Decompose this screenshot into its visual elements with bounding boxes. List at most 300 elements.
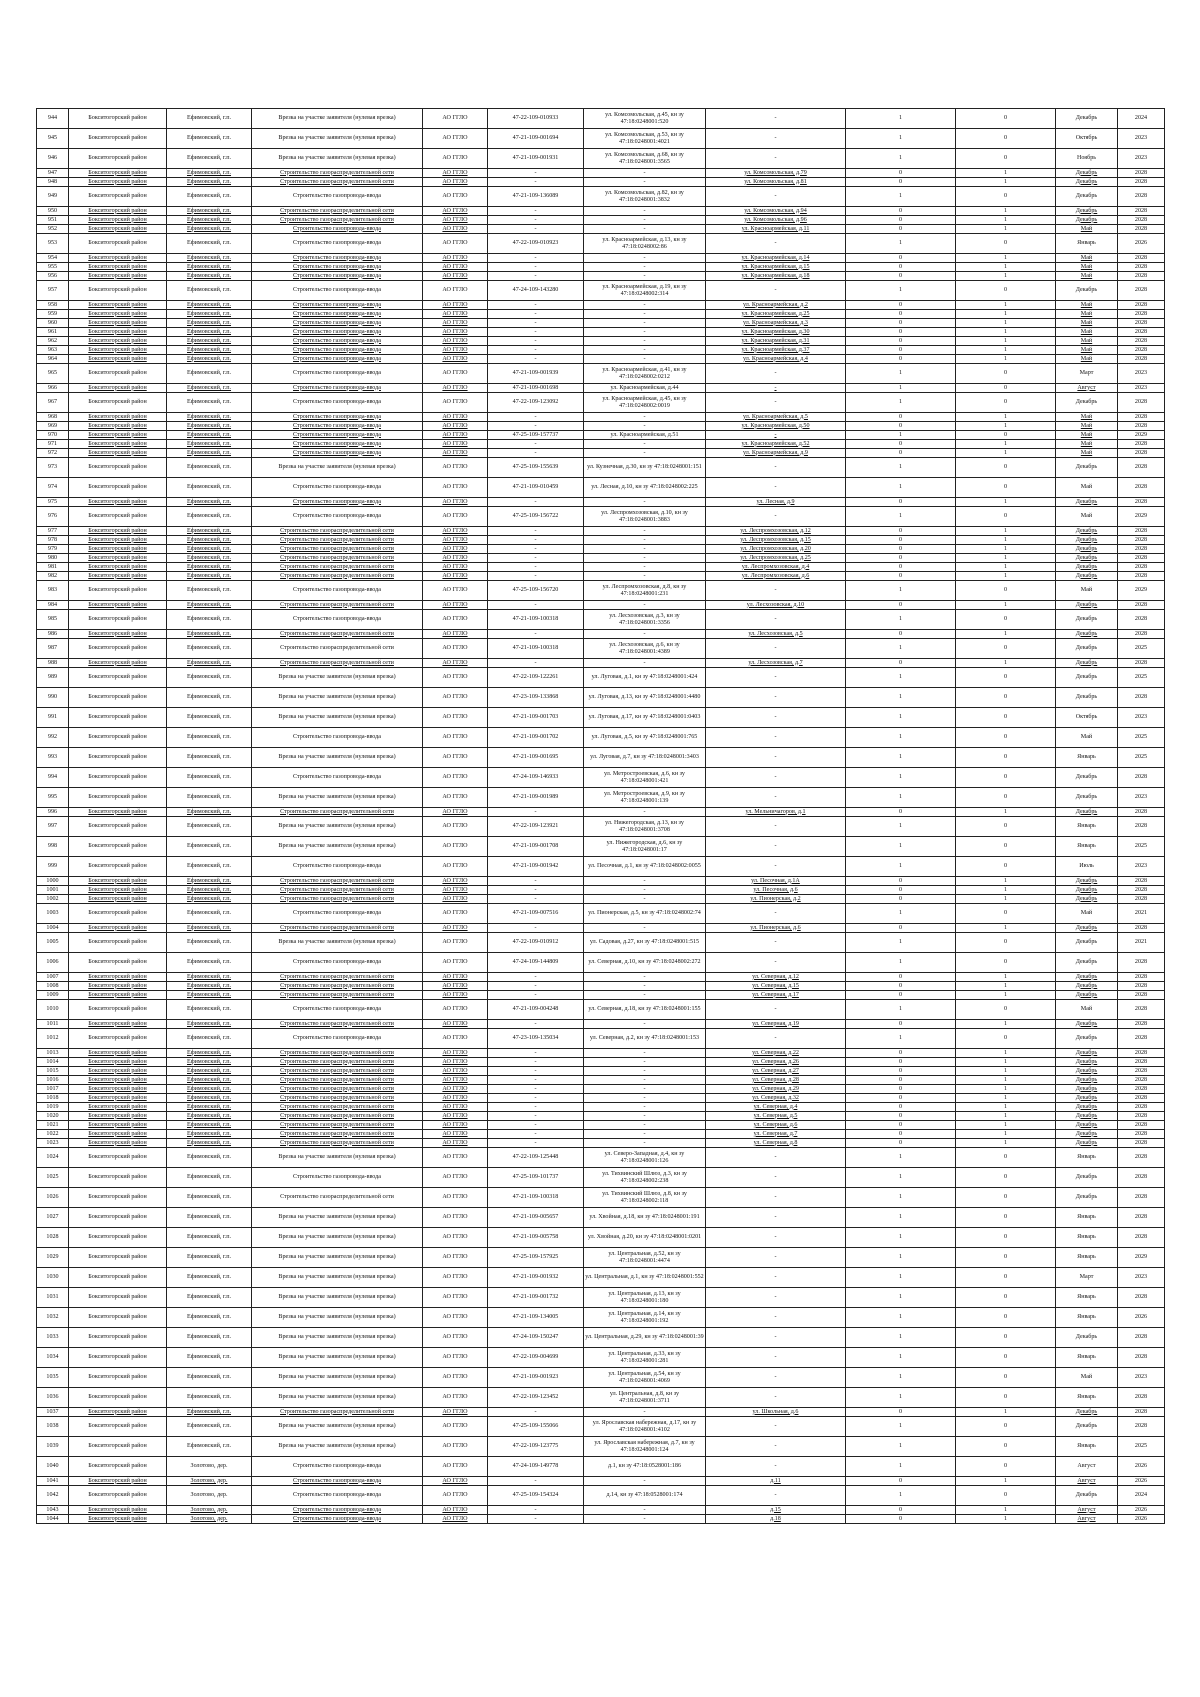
work-type-cell: Строительство газораспределительной сети	[252, 982, 423, 991]
settlement-cell: Ефимовский, г.п.	[167, 149, 252, 169]
year-cell: 2028	[1118, 1067, 1165, 1076]
settlement-cell: Ефимовский, г.п.	[167, 554, 252, 563]
count-network-cell: 0	[956, 458, 1056, 478]
organization-cell: АО ГГЛО	[423, 1228, 488, 1248]
application-number-cell: -	[488, 895, 584, 904]
row-number: 1019	[37, 1103, 69, 1112]
count-applicant-cell: 0	[846, 413, 956, 422]
year-cell: 2028	[1118, 817, 1165, 837]
organization-cell: АО ГГЛО	[423, 449, 488, 458]
address-cadastral-cell: д.14, кн зу 47:18:0528001:174	[584, 1486, 706, 1506]
work-type-cell: Строительство газопровода-ввода	[252, 1457, 423, 1477]
organization-cell: АО ГГЛО	[423, 545, 488, 554]
count-applicant-cell: 0	[846, 263, 956, 272]
count-network-cell: 1	[956, 310, 1056, 319]
count-network-cell: 0	[956, 748, 1056, 768]
work-type-cell: Строительство газопровода-ввода	[252, 610, 423, 630]
table-row	[37, 982, 1165, 991]
year-cell: 2028	[1118, 225, 1165, 234]
address-cadastral-cell: ул. Центральная, д.13, кн зу 47:18:0248001:180	[584, 1288, 706, 1308]
month-cell: Декабрь	[1056, 1328, 1118, 1348]
application-number-cell: 47-25-109-155066	[488, 1417, 584, 1437]
work-type-cell: Врезка на участке заявителя (нулевая врезка)	[252, 1348, 423, 1368]
row-number: 1023	[37, 1139, 69, 1148]
application-number-cell: -	[488, 1112, 584, 1121]
application-number-cell: -	[488, 1020, 584, 1029]
settlement-cell: Ефимовский, г.п.	[167, 527, 252, 536]
organization-cell: АО ГГЛО	[423, 281, 488, 301]
count-network-cell: 0	[956, 1000, 1056, 1020]
month-cell: Декабрь	[1056, 554, 1118, 563]
count-network-cell: 0	[956, 933, 1056, 953]
table-row	[37, 1457, 1165, 1477]
count-network-cell: 0	[956, 1029, 1056, 1049]
table-row	[37, 431, 1165, 440]
district-cell: Бокситогорский район	[69, 536, 167, 545]
month-cell: Декабрь	[1056, 788, 1118, 808]
work-type-cell: Врезка на участке заявителя (нулевая врезка)	[252, 933, 423, 953]
settlement-cell: Ефимовский, г.п.	[167, 991, 252, 1000]
settlement-cell: Ефимовский, г.п.	[167, 1228, 252, 1248]
address-cell: -	[706, 1486, 846, 1506]
settlement-cell: Ефимовский, г.п.	[167, 1417, 252, 1437]
year-cell: 2023	[1118, 129, 1165, 149]
count-applicant-cell: 0	[846, 346, 956, 355]
year-cell: 2028	[1118, 178, 1165, 187]
count-applicant-cell: 1	[846, 1029, 956, 1049]
organization-cell: АО ГГЛО	[423, 1121, 488, 1130]
organization-cell: АО ГГЛО	[423, 1408, 488, 1417]
year-cell: 2023	[1118, 364, 1165, 384]
application-number-cell: -	[488, 319, 584, 328]
work-type-cell: Строительство газопровода-ввода	[252, 263, 423, 272]
district-cell: Бокситогорский район	[69, 1085, 167, 1094]
district-cell: Бокситогорский район	[69, 1188, 167, 1208]
application-number-cell: -	[488, 572, 584, 581]
district-cell: Бокситогорский район	[69, 310, 167, 319]
address-cell: -	[706, 1029, 846, 1049]
work-type-cell: Строительство газопровода-ввода	[252, 478, 423, 498]
address-cell: -	[706, 1000, 846, 1020]
application-number-cell: -	[488, 225, 584, 234]
work-type-cell: Строительство газораспределительной сети	[252, 178, 423, 187]
address-cadastral-cell: -	[584, 1067, 706, 1076]
work-type-cell: Строительство газопровода-ввода	[252, 310, 423, 319]
address-cell: -	[706, 748, 846, 768]
month-cell: Декабрь	[1056, 1408, 1118, 1417]
application-number-cell: -	[488, 301, 584, 310]
year-cell: 2028	[1118, 393, 1165, 413]
year-cell: 2028	[1118, 355, 1165, 364]
table-row	[37, 234, 1165, 254]
address-cadastral-cell: ул. Пионерская, д.5, кн зу 47:18:0248002:74	[584, 904, 706, 924]
address-cadastral-cell: ул. Центральная, д.14, кн зу 47:18:0248001:192	[584, 1308, 706, 1328]
address-cell: -	[706, 478, 846, 498]
count-applicant-cell: 1	[846, 581, 956, 601]
table-row	[37, 895, 1165, 904]
row-number: 1026	[37, 1188, 69, 1208]
count-network-cell: 1	[956, 1094, 1056, 1103]
settlement-cell: Ефимовский, г.п.	[167, 1058, 252, 1067]
application-number-cell: 47-21-109-001923	[488, 1368, 584, 1388]
address-cell: -	[706, 817, 846, 837]
count-network-cell: 0	[956, 1248, 1056, 1268]
count-applicant-cell: 1	[846, 1188, 956, 1208]
address-cadastral-cell: ул. Северо-Западная, д.4, кн зу 47:18:0248001:126	[584, 1148, 706, 1168]
row-number: 1000	[37, 877, 69, 886]
district-cell: Бокситогорский район	[69, 413, 167, 422]
table-row	[37, 346, 1165, 355]
application-number-cell: 47-21-109-134005	[488, 1308, 584, 1328]
row-number: 1013	[37, 1049, 69, 1058]
district-cell: Бокситогорский район	[69, 178, 167, 187]
count-applicant-cell: 0	[846, 1085, 956, 1094]
table-row	[37, 254, 1165, 263]
year-cell: 2028	[1118, 808, 1165, 817]
count-applicant-cell: 0	[846, 1112, 956, 1121]
year-cell: 2028	[1118, 169, 1165, 178]
settlement-cell: Ефимовский, г.п.	[167, 413, 252, 422]
address-cadastral-cell: ул. Комсомольская, д.68, кн зу 47:18:0248001:3565	[584, 149, 706, 169]
row-number: 947	[37, 169, 69, 178]
row-number: 990	[37, 688, 69, 708]
count-network-cell: 1	[956, 895, 1056, 904]
organization-cell: АО ГГЛО	[423, 1058, 488, 1067]
count-network-cell: 1	[956, 877, 1056, 886]
count-applicant-cell: 1	[846, 788, 956, 808]
district-cell: Бокситогорский район	[69, 1121, 167, 1130]
settlement-cell: Ефимовский, г.п.	[167, 610, 252, 630]
month-cell: Май	[1056, 337, 1118, 346]
organization-cell: АО ГГЛО	[423, 507, 488, 527]
settlement-cell: Ефимовский, г.п.	[167, 319, 252, 328]
year-cell: 2023	[1118, 1268, 1165, 1288]
organization-cell: АО ГГЛО	[423, 904, 488, 924]
year-cell: 2028	[1118, 422, 1165, 431]
address-cadastral-cell: ул. Леспромхозовская, д.8, кн зу 47:18:0248001:231	[584, 581, 706, 601]
district-cell: Бокситогорский район	[69, 207, 167, 216]
address-cadastral-cell: ул. Центральная, д.54, кн зу 47:18:0248001:4069	[584, 1368, 706, 1388]
month-cell: Январь	[1056, 837, 1118, 857]
address-cadastral-cell: -	[584, 207, 706, 216]
count-applicant-cell: 1	[846, 149, 956, 169]
work-type-cell: Строительство газопровода-ввода	[252, 1029, 423, 1049]
work-type-cell: Строительство газораспределительной сети	[252, 630, 423, 639]
month-cell: Декабрь	[1056, 639, 1118, 659]
address-cadastral-cell: -	[584, 1103, 706, 1112]
table-row	[37, 610, 1165, 630]
count-applicant-cell: 0	[846, 808, 956, 817]
row-number: 948	[37, 178, 69, 187]
organization-cell: АО ГГЛО	[423, 668, 488, 688]
count-network-cell: 1	[956, 1020, 1056, 1029]
address-cadastral-cell: ул. Центральная, д.33, кн зу 47:18:0248001:281	[584, 1348, 706, 1368]
row-number: 993	[37, 748, 69, 768]
address-cell: ул. Лесхозовская, д.7	[706, 659, 846, 668]
settlement-cell: Ефимовский, г.п.	[167, 1368, 252, 1388]
settlement-cell: Ефимовский, г.п.	[167, 301, 252, 310]
table-row	[37, 507, 1165, 527]
year-cell: 2028	[1118, 982, 1165, 991]
month-cell: Декабрь	[1056, 1085, 1118, 1094]
count-applicant-cell: 0	[846, 254, 956, 263]
year-cell: 2028	[1118, 1288, 1165, 1308]
application-number-cell: -	[488, 1515, 584, 1524]
application-number-cell: 47-21-109-001931	[488, 149, 584, 169]
work-type-cell: Строительство газопровода-ввода	[252, 355, 423, 364]
organization-cell: АО ГГЛО	[423, 225, 488, 234]
table-row	[37, 1208, 1165, 1228]
district-cell: Бокситогорский район	[69, 748, 167, 768]
settlement-cell: Ефимовский, г.п.	[167, 1094, 252, 1103]
address-cell: -	[706, 1437, 846, 1457]
address-cell: ул. Комсомольская, д.79	[706, 169, 846, 178]
count-network-cell: 0	[956, 149, 1056, 169]
year-cell: 2028	[1118, 527, 1165, 536]
organization-cell: АО ГГЛО	[423, 837, 488, 857]
address-cadastral-cell: ул. Центральная, д.29, кн зу 47:18:0248001:39	[584, 1328, 706, 1348]
count-applicant-cell: 0	[846, 207, 956, 216]
address-cadastral-cell: -	[584, 1515, 706, 1524]
table-row	[37, 449, 1165, 458]
organization-cell: АО ГГЛО	[423, 355, 488, 364]
table-row	[37, 886, 1165, 895]
address-cadastral-cell: -	[584, 808, 706, 817]
table-row	[37, 527, 1165, 536]
table-row	[37, 601, 1165, 610]
count-applicant-cell: 1	[846, 187, 956, 207]
table-row	[37, 263, 1165, 272]
count-applicant-cell: 0	[846, 319, 956, 328]
application-number-cell: -	[488, 346, 584, 355]
month-cell: Декабрь	[1056, 187, 1118, 207]
settlement-cell: Ефимовский, г.п.	[167, 384, 252, 393]
month-cell: Декабрь	[1056, 886, 1118, 895]
work-type-cell: Врезка на участке заявителя (нулевая врезка)	[252, 1328, 423, 1348]
count-applicant-cell: 1	[846, 668, 956, 688]
address-cell: ул. Красноармейская, д.11	[706, 225, 846, 234]
work-type-cell: Строительство газопровода-ввода	[252, 337, 423, 346]
application-number-cell: -	[488, 527, 584, 536]
table-row	[37, 953, 1165, 973]
work-type-cell: Врезка на участке заявителя (нулевая врезка)	[252, 1308, 423, 1328]
settlement-cell: Ефимовский, г.п.	[167, 924, 252, 933]
work-type-cell: Врезка на участке заявителя (нулевая врезка)	[252, 109, 423, 129]
application-number-cell: -	[488, 449, 584, 458]
count-applicant-cell: 1	[846, 639, 956, 659]
count-network-cell: 1	[956, 982, 1056, 991]
table-row	[37, 1477, 1165, 1486]
year-cell: 2028	[1118, 1049, 1165, 1058]
application-number-cell: -	[488, 310, 584, 319]
organization-cell: АО ГГЛО	[423, 1168, 488, 1188]
count-network-cell: 0	[956, 1486, 1056, 1506]
address-cadastral-cell: ул. Северная, д.18, кн зу 47:18:0248001:155	[584, 1000, 706, 1020]
month-cell: Май	[1056, 422, 1118, 431]
address-cadastral-cell: ул. Садовая, д.27, кн зу 47:18:0248001:515	[584, 933, 706, 953]
work-type-cell: Строительство газопровода-ввода	[252, 431, 423, 440]
organization-cell: АО ГГЛО	[423, 1094, 488, 1103]
count-applicant-cell: 0	[846, 886, 956, 895]
organization-cell: АО ГГЛО	[423, 1268, 488, 1288]
year-cell: 2028	[1118, 1085, 1165, 1094]
district-cell: Бокситогорский район	[69, 668, 167, 688]
district-cell: Бокситогорский район	[69, 1139, 167, 1148]
count-applicant-cell: 0	[846, 991, 956, 1000]
count-network-cell: 1	[956, 527, 1056, 536]
count-applicant-cell: 0	[846, 1058, 956, 1067]
year-cell: 2028	[1118, 207, 1165, 216]
month-cell: Декабрь	[1056, 458, 1118, 478]
application-number-cell: -	[488, 877, 584, 886]
settlement-cell: Ефимовский, г.п.	[167, 1139, 252, 1148]
table-row	[37, 272, 1165, 281]
table-row	[37, 1168, 1165, 1188]
row-number: 955	[37, 263, 69, 272]
address-cadastral-cell: -	[584, 355, 706, 364]
count-network-cell: 0	[956, 817, 1056, 837]
district-cell: Бокситогорский район	[69, 554, 167, 563]
work-type-cell: Строительство газораспределительной сети	[252, 1103, 423, 1112]
month-cell: Декабрь	[1056, 668, 1118, 688]
application-number-cell: 47-21-109-100318	[488, 639, 584, 659]
settlement-cell: Ефимовский, г.п.	[167, 498, 252, 507]
application-number-cell: 47-21-109-001732	[488, 1288, 584, 1308]
address-cell: -	[706, 788, 846, 808]
application-number-cell: 47-21-109-001989	[488, 788, 584, 808]
application-number-cell: -	[488, 554, 584, 563]
address-cell: ул. Лесхозовская, д.10	[706, 601, 846, 610]
application-number-cell: 47-21-109-001702	[488, 728, 584, 748]
count-network-cell: 1	[956, 413, 1056, 422]
month-cell: Май	[1056, 355, 1118, 364]
month-cell: Январь	[1056, 1208, 1118, 1228]
organization-cell: АО ГГЛО	[423, 263, 488, 272]
district-cell: Бокситогорский район	[69, 527, 167, 536]
work-type-cell: Врезка на участке заявителя (нулевая врезка)	[252, 708, 423, 728]
table-row	[37, 1058, 1165, 1067]
address-cadastral-cell: ул. Центральная, д.1, кн зу 47:18:0248001:552	[584, 1268, 706, 1288]
application-number-cell: 47-21-109-001942	[488, 857, 584, 877]
district-cell: Бокситогорский район	[69, 1058, 167, 1067]
work-type-cell: Строительство газопровода-ввода	[252, 1000, 423, 1020]
address-cadastral-cell: -	[584, 982, 706, 991]
work-type-cell: Врезка на участке заявителя (нулевая врезка)	[252, 1228, 423, 1248]
district-cell: Бокситогорский район	[69, 708, 167, 728]
organization-cell: АО ГГЛО	[423, 431, 488, 440]
count-applicant-cell: 1	[846, 1208, 956, 1228]
month-cell: Декабрь	[1056, 610, 1118, 630]
application-number-cell: -	[488, 545, 584, 554]
address-cadastral-cell: ул. Метростроевская, д.6, кн зу 47:18:0248001:421	[584, 768, 706, 788]
row-number: 1033	[37, 1328, 69, 1348]
table-row	[37, 1020, 1165, 1029]
month-cell: Май	[1056, 319, 1118, 328]
organization-cell: АО ГГЛО	[423, 346, 488, 355]
work-type-cell: Строительство газораспределительной сети	[252, 1408, 423, 1417]
application-number-cell: 47-21-109-136089	[488, 187, 584, 207]
settlement-cell: Ефимовский, г.п.	[167, 1085, 252, 1094]
year-cell: 2025	[1118, 639, 1165, 659]
table-row	[37, 1328, 1165, 1348]
row-number: 956	[37, 272, 69, 281]
address-cell: -	[706, 1288, 846, 1308]
count-applicant-cell: 0	[846, 601, 956, 610]
organization-cell: АО ГГЛО	[423, 1515, 488, 1524]
work-type-cell: Строительство газопровода-ввода	[252, 346, 423, 355]
address-cadastral-cell: -	[584, 263, 706, 272]
work-type-cell: Строительство газораспределительной сети	[252, 1094, 423, 1103]
month-cell: Декабрь	[1056, 659, 1118, 668]
organization-cell: АО ГГЛО	[423, 498, 488, 507]
application-number-cell: 47-22-109-122261	[488, 668, 584, 688]
count-network-cell: 0	[956, 1148, 1056, 1168]
address-cell: -	[706, 393, 846, 413]
organization-cell: АО ГГЛО	[423, 169, 488, 178]
year-cell: 2023	[1118, 149, 1165, 169]
row-number: 981	[37, 563, 69, 572]
organization-cell: АО ГГЛО	[423, 1506, 488, 1515]
address-cell: -	[706, 837, 846, 857]
row-number: 1027	[37, 1208, 69, 1228]
district-cell: Бокситогорский район	[69, 1112, 167, 1121]
address-cell: -	[706, 904, 846, 924]
address-cadastral-cell: ул. Луговая, д.17, кн зу 47:18:0248001:0403	[584, 708, 706, 728]
month-cell: Декабрь	[1056, 1020, 1118, 1029]
count-applicant-cell: 0	[846, 272, 956, 281]
address-cell: ул. Северная, д.5	[706, 1112, 846, 1121]
application-number-cell: -	[488, 337, 584, 346]
settlement-cell: Ефимовский, г.п.	[167, 1049, 252, 1058]
address-cadastral-cell: ул. Ярославская набережная, д.17, кн зу 47:18:0248001:4102	[584, 1417, 706, 1437]
address-cell: -	[706, 768, 846, 788]
row-number: 987	[37, 639, 69, 659]
address-cadastral-cell: -	[584, 449, 706, 458]
address-cell: ул. Красноармейская, д.4	[706, 355, 846, 364]
organization-cell: АО ГГЛО	[423, 207, 488, 216]
count-network-cell: 1	[956, 225, 1056, 234]
settlement-cell: Ефимовский, г.п.	[167, 572, 252, 581]
district-cell: Бокситогорский район	[69, 953, 167, 973]
settlement-cell: Ефимовский, г.п.	[167, 1020, 252, 1029]
count-applicant-cell: 1	[846, 1328, 956, 1348]
month-cell: Май	[1056, 254, 1118, 263]
year-cell: 2028	[1118, 319, 1165, 328]
count-applicant-cell: 0	[846, 895, 956, 904]
address-cadastral-cell: -	[584, 1085, 706, 1094]
address-cadastral-cell: -	[584, 554, 706, 563]
application-number-cell: -	[488, 991, 584, 1000]
month-cell: Декабрь	[1056, 1067, 1118, 1076]
table-row	[37, 904, 1165, 924]
year-cell: 2025	[1118, 748, 1165, 768]
count-network-cell: 1	[956, 536, 1056, 545]
district-cell: Бокситогорский район	[69, 449, 167, 458]
address-cadastral-cell: -	[584, 527, 706, 536]
address-cadastral-cell: ул. Красноармейская, д.41, кн зу 47:18:0248002:0212	[584, 364, 706, 384]
address-cell: -	[706, 234, 846, 254]
address-cell: ул. Северная, д.19	[706, 1020, 846, 1029]
settlement-cell: Ефимовский, г.п.	[167, 364, 252, 384]
count-applicant-cell: 1	[846, 1248, 956, 1268]
settlement-cell: Ефимовский, г.п.	[167, 1103, 252, 1112]
organization-cell: АО ГГЛО	[423, 982, 488, 991]
address-cell: ул. Северная, д.27	[706, 1067, 846, 1076]
count-network-cell: 1	[956, 1130, 1056, 1139]
count-applicant-cell: 0	[846, 1477, 956, 1486]
table-row	[37, 207, 1165, 216]
district-cell: Бокситогорский район	[69, 346, 167, 355]
